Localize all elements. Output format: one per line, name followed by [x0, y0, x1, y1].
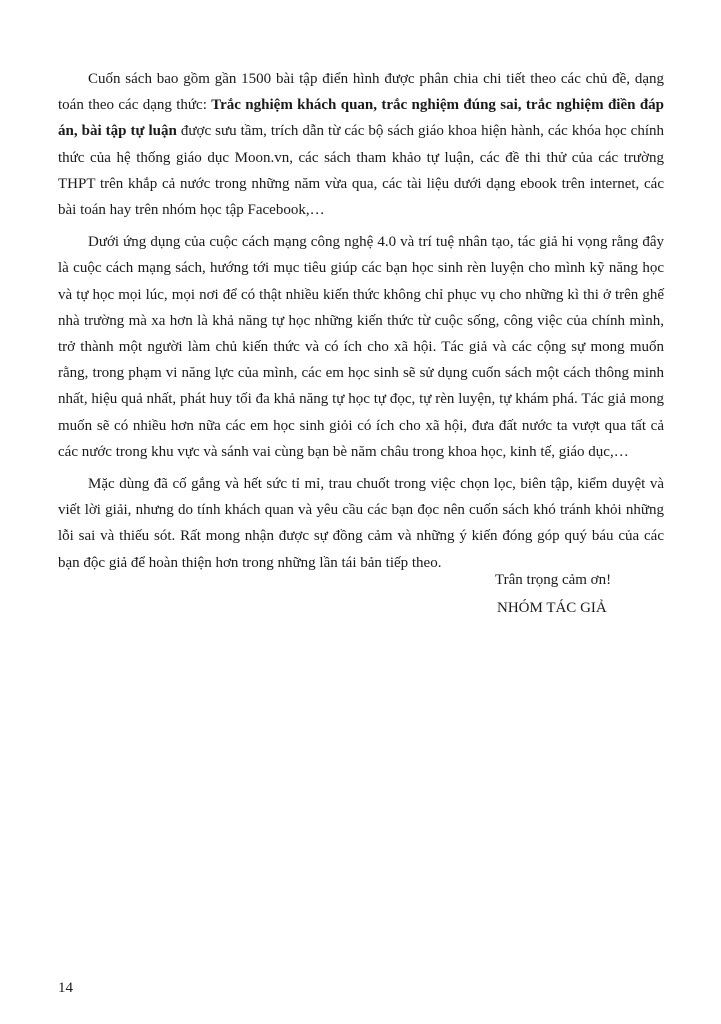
- paragraph-intro: [58, 66, 664, 223]
- paragraph-apology: Mặc dùng đã cố gắng và hết sức tỉ mỉ, trau chuốt trong việc chọn lọc, biên tập, kiểm duyệt và viết lời giải, nhưng do tính khách quan và yêu cầu các bạn đọc nên cuốn sách khó tránh khỏi những lỗi sai và thiếu sót. Rất mong nhận được sự đồng cảm và những ý kiến đóng góp quý báu của các bạn độc giả để hoàn thiện hơn trong những lần tái bản tiếp theo.: [58, 476, 664, 571]
- paragraph-intro-lead: Cuốn sách bao gồm gần 1500 bài tập điển hình được phân chia chi tiết theo các chủ đề, dạng toán theo các dạng thức:: [58, 71, 664, 114]
- closing-thanks: Trân trọng cảm ơn!: [495, 572, 612, 588]
- paragraph-intro-bold-forms: Trắc nghiệm khách quan, trắc nghiệm đúng sai, trắc nghiệm điền đáp án, bài tập tự luận: [58, 97, 665, 140]
- document-body: [58, 66, 664, 582]
- closing-author: NHÓM TÁC GIẢ: [497, 600, 607, 616]
- paragraph-intro-tail: được sưu tầm, trích dẫn từ các bộ sách giáo khoa hiện hành, các khóa học chính thức của hệ thống giáo dục Moon.vn, các sách tham khảo tự luận, các đề thi thử của các trường THPT trên khắp cả nước trong những năm vừa qua, các tài liệu dưới dạng ebook trên internet, các bài toán hay trên nhóm học tập Facebook,…: [58, 123, 665, 219]
- paragraph-mission: Dưới ứng dụng của cuộc cách mạng công nghệ 4.0 và trí tuệ nhân tạo, tác giả hi vọng rằng đây là cuộc cách mạng sách, hướng tới mục tiêu giúp các bạn học sinh rèn luyện cho mình kỹ năng học và tự học mọi lúc, mọi nơi để có thật nhiều kiến thức không chỉ phục vụ cho những kì thi ở trên ghế nhà trường mà xa hơn là khả năng tự học những kiến thức từ cuộc sống, công việc của chính mình, trở thành một người làm chủ kiến thức và có ích cho xã hội. Tác giả và các cộng sự mong muốn rằng, trong phạm vi năng lực của mình, các em học sinh sẽ sử dụng cuốn sách một cách thông minh nhất, hiệu quả nhất, phát huy tối đa khả năng tự học tự đọc, tự rèn luyện, tự khám phá. Tác giả mong muốn sẽ có nhiều hơn nữa các em học sinh giỏi có ích cho xã hội, đưa đất nước ta vượt qua tất cả các nước trong khu vực và sánh vai cùng bạn bè năm châu trong khoa học, kinh tế, giáo dục,…: [58, 234, 664, 460]
- page-number: 14: [58, 980, 73, 996]
